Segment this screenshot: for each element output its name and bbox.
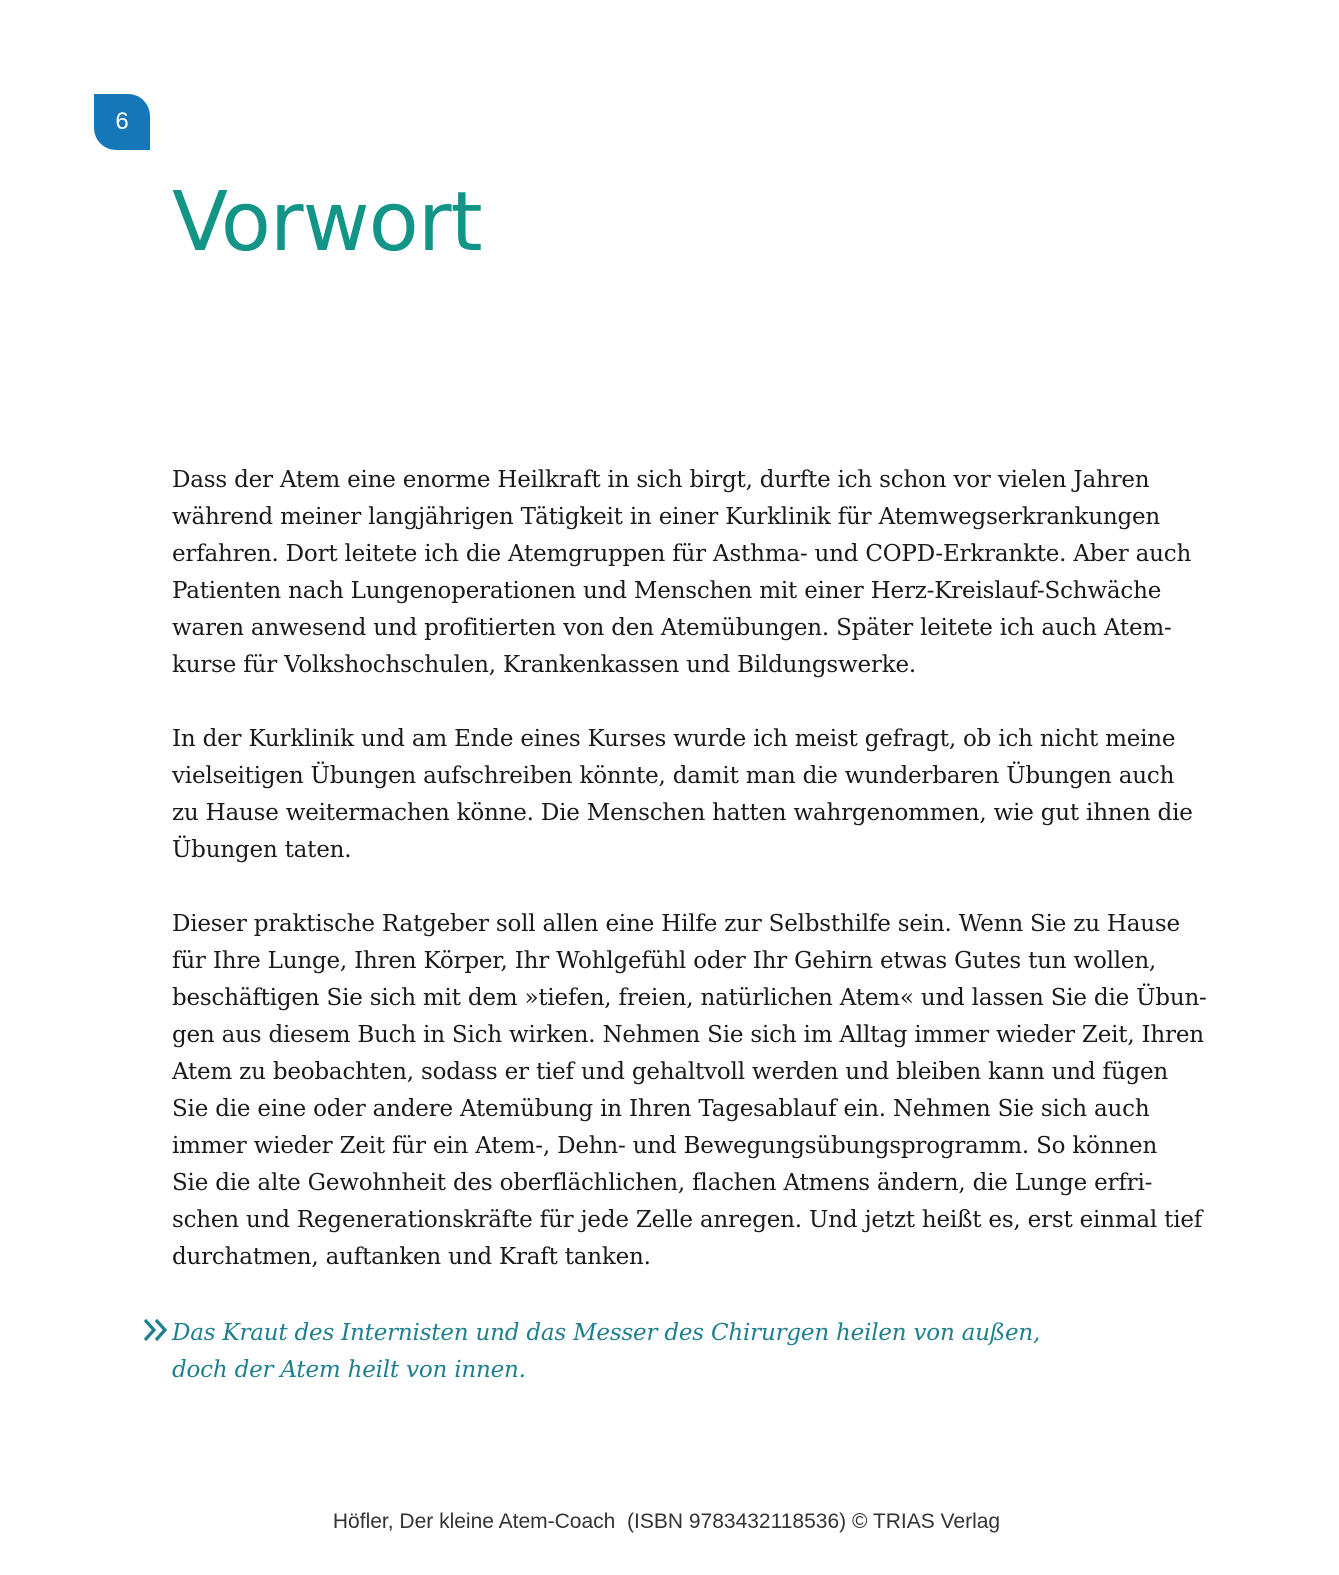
quote-line: Das Kraut des Internisten und das Messer des Chirurgen heilen von außen, [172, 1320, 1041, 1346]
text-line: während meiner langjährigen Tätigkeit in einer Kurklinik für Atemwegserkrankungen [172, 504, 1161, 530]
quote-block [143, 1315, 1143, 1389]
text-line: gen aus diesem Buch in Sich wirken. Nehmen Sie sich im Alltag immer wieder Zeit, Ihren [172, 1022, 1204, 1048]
text-line: Sie die eine oder andere Atemübung in Ihren Tagesablauf ein. Nehmen Sie sich auch [172, 1096, 1150, 1122]
body-text [172, 462, 1207, 1313]
paragraph-1 [172, 462, 1192, 684]
text-line: Dieser praktische Ratgeber soll allen eine Hilfe zur Selbsthilfe sein. Wenn Sie zu Hause [172, 911, 1180, 937]
text-line: erfahren. Dort leitete ich die Atemgruppen für Asthma- und COPD-Erkrankte. Aber auch [172, 541, 1192, 567]
text-line: zu Hause weitermachen könne. Die Menschen hatten wahrgenommen, wie gut ihnen die [172, 800, 1193, 826]
double-chevron-right-icon [143, 1318, 169, 1342]
text-line: beschäftigen Sie sich mit dem »tiefen, freien, natürlichen Atem« und lassen Sie die Übun- [172, 985, 1207, 1011]
text-line: Dass der Atem eine enorme Heilkraft in sich birgt, durfte ich schon vor vielen Jahren [172, 467, 1150, 493]
chapter-title: Vorwort [172, 175, 482, 270]
page-footer [0, 1510, 1339, 1534]
text-line: kurse für Volkshochschulen, Krankenkassen und Bildungswerke. [172, 652, 916, 678]
text-line: Atem zu beobachten, sodass er tief und gehaltvoll werden und bleiben kann und fügen [172, 1059, 1168, 1085]
page-number: 6 [115, 108, 129, 135]
text-line: vielseitigen Übungen aufschreiben könnte, damit man die wunderbaren Übungen auch [172, 763, 1175, 789]
text-line: durchatmen, auftanken und Kraft tanken. [172, 1244, 651, 1270]
text-line: Übungen taten. [172, 837, 352, 863]
paragraph-2 [172, 721, 1193, 869]
text-line: immer wieder Zeit für ein Atem-, Dehn- und Bewegungsübungsprogramm. So können [172, 1133, 1158, 1159]
page-number-badge [94, 94, 150, 150]
quote-text [172, 1315, 1143, 1389]
text-line: waren anwesend und profitierten von den Atemübungen. Später leitete ich auch Atem- [172, 615, 1172, 641]
text-line: schen und Regenerationskräfte für jede Zelle anregen. Und jetzt heißt es, erst einmal tief [172, 1207, 1203, 1233]
footer-citation: Höfler, Der kleine Atem-Coach (ISBN 9783432118536) © TRIAS Verlag [332, 1510, 1001, 1533]
text-line: In der Kurklinik und am Ende eines Kurses wurde ich meist gefragt, ob ich nicht meine [172, 726, 1176, 752]
paragraph-3 [172, 906, 1207, 1276]
text-line: Sie die alte Gewohnheit des oberflächlichen, flachen Atmens ändern, die Lunge erfri- [172, 1170, 1153, 1196]
quote-line: doch der Atem heilt von innen. [172, 1357, 526, 1383]
text-line: für Ihre Lunge, Ihren Körper, Ihr Wohlgefühl oder Ihr Gehirn etwas Gutes tun wollen, [172, 948, 1157, 974]
text-line: Patienten nach Lungenoperationen und Menschen mit einer Herz-Kreislauf-Schwäche [172, 578, 1162, 604]
